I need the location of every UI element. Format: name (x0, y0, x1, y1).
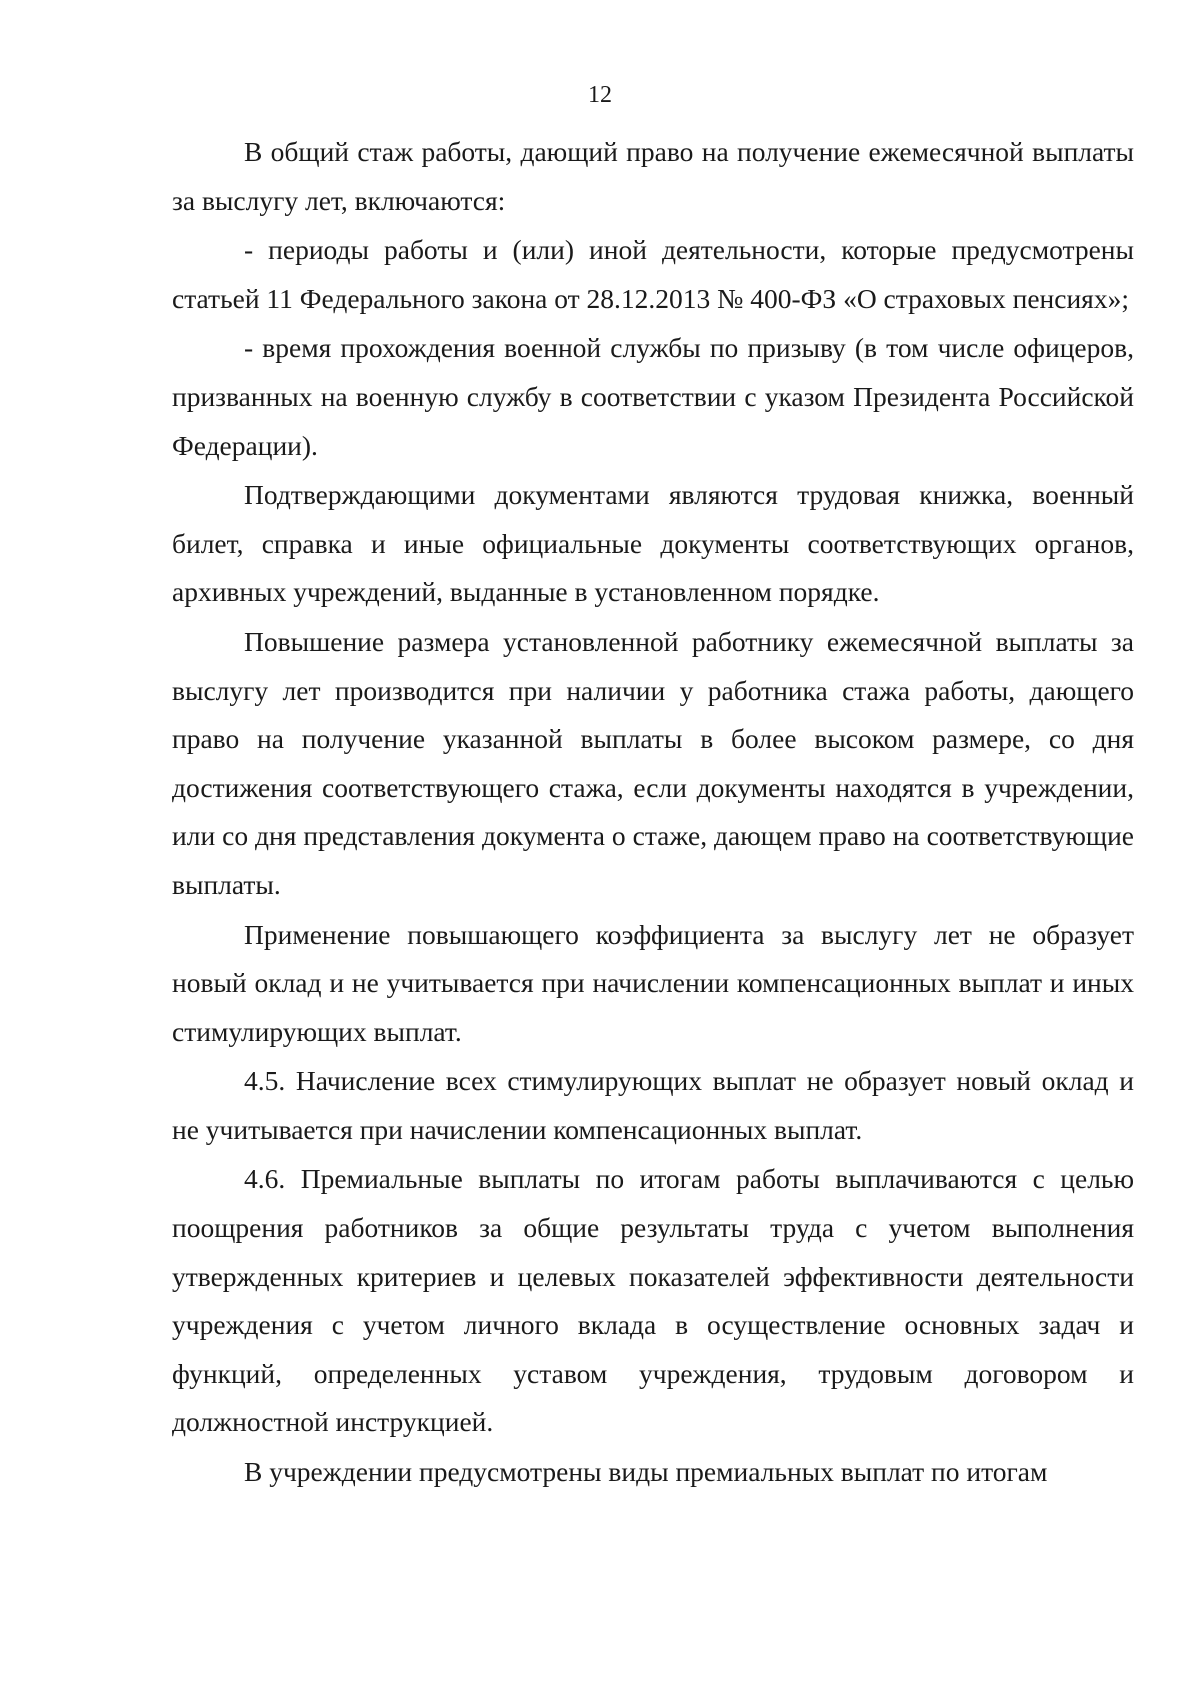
page-number: 12 (588, 82, 612, 108)
paragraph-general-service-length: В общий стаж работы, дающий право на получение ежемесячной выплаты за выслугу лет, включаются: (172, 136, 1134, 216)
paragraph-confirming-documents: Подтверждающими документами являются трудовая книжка, военный билет, справка и иные официальные документы соответствующих органов, архивных учреждений, выданные в установленном порядке. (172, 479, 1134, 608)
paragraph-section-4-5: 4.5. Начисление всех стимулирующих выплат не образует новый оклад и не учитывается при начислении компенсационных выплат. (172, 1065, 1134, 1145)
paragraph-bonus-types: В учреждении предусмотрены виды премиальных выплат по итогам (244, 1456, 1048, 1488)
document-body (172, 128, 1134, 1498)
paragraph-work-periods: - периоды работы и (или) иной деятельности, которые предусмотрены статьей 11 Федерального закона от 28.12.2013 № 400-ФЗ «О страховых пенсиях»; (172, 234, 1134, 314)
paragraph-military-service: - время прохождения военной службы по призыву (в том числе офицеров, призванных на военную службу в соответствии с указом Президента Российской Федерации). (172, 332, 1134, 461)
paragraph-payment-increase: Повышение размера установленной работнику ежемесячной выплаты за выслугу лет производится при наличии у работника стажа работы, дающего право на получение указанной выплаты в более высоком размере, со дня достижения соответствующего стажа, если документы находятся в учреждении, или со дня представления документа о стаже, дающем право на соответствующие выплаты. (172, 625, 1134, 900)
paragraph-section-4-6: 4.6. Премиальные выплаты по итогам работы выплачиваются с целью поощрения работников за общие результаты труда с учетом выполнения утвержденных критериев и целевых показателей эффективности деятельности учреждения с учетом личного вклада в осуществление основных задач и функций, определенных уставом учреждения, трудовым договором и должностной инструкцией. (172, 1163, 1134, 1438)
paragraph-coefficient-application: Применение повышающего коэффициента за выслугу лет не образует новый оклад и не учитывается при начислении компенсационных выплат и иных стимулирующих выплат. (172, 918, 1134, 1047)
